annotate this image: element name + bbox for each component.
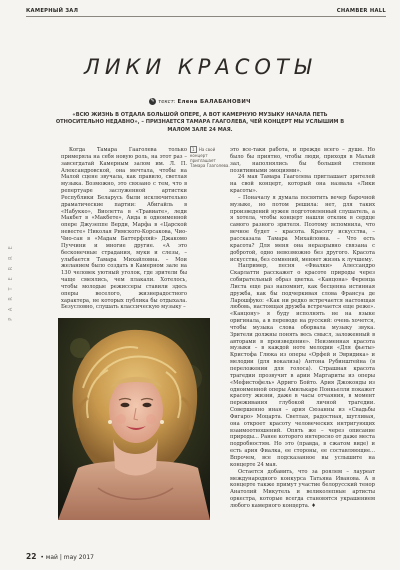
section-label-en: CHAMBER HALL	[336, 8, 386, 14]
author-line	[0, 98, 400, 105]
photo-caption	[190, 146, 230, 169]
side-label-text: PARTERRE	[8, 239, 14, 321]
page-number: 22	[26, 552, 37, 561]
paragraph: 24 мая Тамара Гааголева приглашает зрителей на свой концерт, который она назвала «Лики красоты».	[230, 174, 375, 195]
paragraph: Например, песня «Фиалки» Алессандро Скарлатти расскажет о красоте природы через собирательный образ цветка. «Канцона» Ференца Листа еще раз напомнит, как бесценна истинная дружба, как бы подчеркивая слова Франсуа де Ларошфуко: «Как ни редко встречается настоящая любовь, настоящая дружба встречается еще реже». «Канцону» я буду исполнять не на языке оригинала, а в переводе на русский: очень хочется, чтобы музыка слова оборвала музыку звука. Зрители должны понять весь смысл, заложенный в авторами в произведение». Неизменная красота музыки – в каждой ноте мелодии «Для фьеты» Кристофа Глюка из оперы «Орфей и Эвридика» и мелодии (для вокализа) Антона Рубинштейна (в переложении для голоса). Страшная красота трагедии прозвучит в арии Маргариты из оперы «Мефистофель» Арриго Бойто. Ария Джоконды из одноименной оперы Амилькаре Понкьелли покажет красоту жизни, даже в часы отчаяния, в момент переживания глубокой личной трагедии. Совершенно иная – ария Сюзанны из «Свадьбы Фигаро» Моцарта. Светлая, радостная, шутливая, она откроет красоту человеческих интригующих взаимоотношений. Опять же – через описание природы... Ранее которого интересно от даже места подробностям. Но это (правда, в сжатом виде) и есть ария Фиалка, ее стороны, ее составляющие... Впрочем, все подсказанное вы услышите на концерте 24 мая.	[230, 263, 375, 468]
caption-number: 1	[192, 147, 195, 152]
article-lead: «ВСЮ ЖИЗНЬ В ОТДАЛА БОЛЬШОЙ ОПЕРЕ, А ВОТ КАМЕРНУЮ МУЗЫКУ НАЧАЛА ПЕТЬ ОТНОСИТЕЛЬНО НЕДАВНО», – ПРИЗНАЕТСЯ ТАМАРА ГААГОЛЕВА, ЧЕЙ КОНЦЕРТ МЫ УСЛЫШИМ В МАЛОМ ЗАЛЕ 24 МАЯ.	[55, 112, 345, 133]
pen-icon: ✎	[150, 98, 155, 104]
paragraph: – Поначалу я думала посвятить вечер барочной музыке, но потом решила: нет, для таких произведений нужен подготовленный слушатель, а я хотела, чтобы концерт нашли отклик в сердце самого разного зрителя. Поэтому вспомнила, что вечное будет – красота. Красоту искусства, – рассказала Тамара Михайловна. – Что есть красота? Для меня она неразрывно связана с добротой, одно невозможно без другого. Красота искусства, без сомнений, меняет жизнь к лучшему.	[230, 194, 375, 263]
author-prefix: текст:	[158, 99, 176, 105]
paragraph: Когда Тамара Гааголева только примеряла на себя новую роль, на этот раз – завсегдатай Камерным залом им. Л. П. Александровской, она мечтала, чтобы на Малой сцене звучала, как правило, светлая музыка. Возможно, это связано с тем, что в репертуаре заслуженной артистки Республики Беларусь были исключительно драматические партии: Абигайль в «Набукко», Виолетта в «Травиате», леди Макбет в «Макбете», Аида в одноименной опере Джузеппе Верди, Марфа в «Царской невесте» Николая Римского-Корсакова, Чио-Чио-сан в «Мадам Баттерфляй» Джакомо Пуччини и многие другие. «А это бесконечные страдания, муки и слезы, – улыбается Тамара Михайловна. – Мои желанием было создать в Камерном зале на 130 человек уютный уголок, где зрители бы чаще смеялись, чем плакали. Хотелось, чтобы молодые режиссеры ставили здесь оперы веселого, жизнерадостного характера, не которых публика бы отдыхала. Безусловно, слушать классическую музыку –	[61, 147, 187, 311]
author-name: Елена БАЛАБАНОВИЧ	[177, 99, 251, 105]
running-header	[26, 8, 386, 16]
singer-portrait-photo	[58, 318, 210, 520]
paragraph: Остается добавить, что за роялем – лауреат международного конкурса Татьяна Иванова. А в концерте также примут участие белорусский тенор Анатолий Микутель и великолепные артисты оркестра, которые всегда становятся украшением любого камерного концерта. ♦	[230, 468, 375, 509]
section-label: КАМЕРНЫЙ ЗАЛ	[26, 8, 79, 14]
paragraph: это все-таки работа, и прежде всего – душе. Но было бы приятно, чтобы люди, приходя в Малый зал, наполнялись бы большей степени позитивными эмоциями».	[230, 147, 375, 174]
article-title: ЛИКИ КРАСОТЫ	[84, 55, 316, 79]
portrait-illustration	[58, 318, 210, 520]
text-column-2	[230, 147, 375, 510]
issue-date: • май | may 2017	[40, 554, 94, 561]
text-column-1	[61, 147, 187, 311]
side-label	[5, 150, 17, 410]
page-footer	[26, 552, 94, 561]
header-rule	[26, 16, 386, 17]
caption-text: На свой концерт приглашает Тамара Гааголева.	[190, 147, 230, 169]
